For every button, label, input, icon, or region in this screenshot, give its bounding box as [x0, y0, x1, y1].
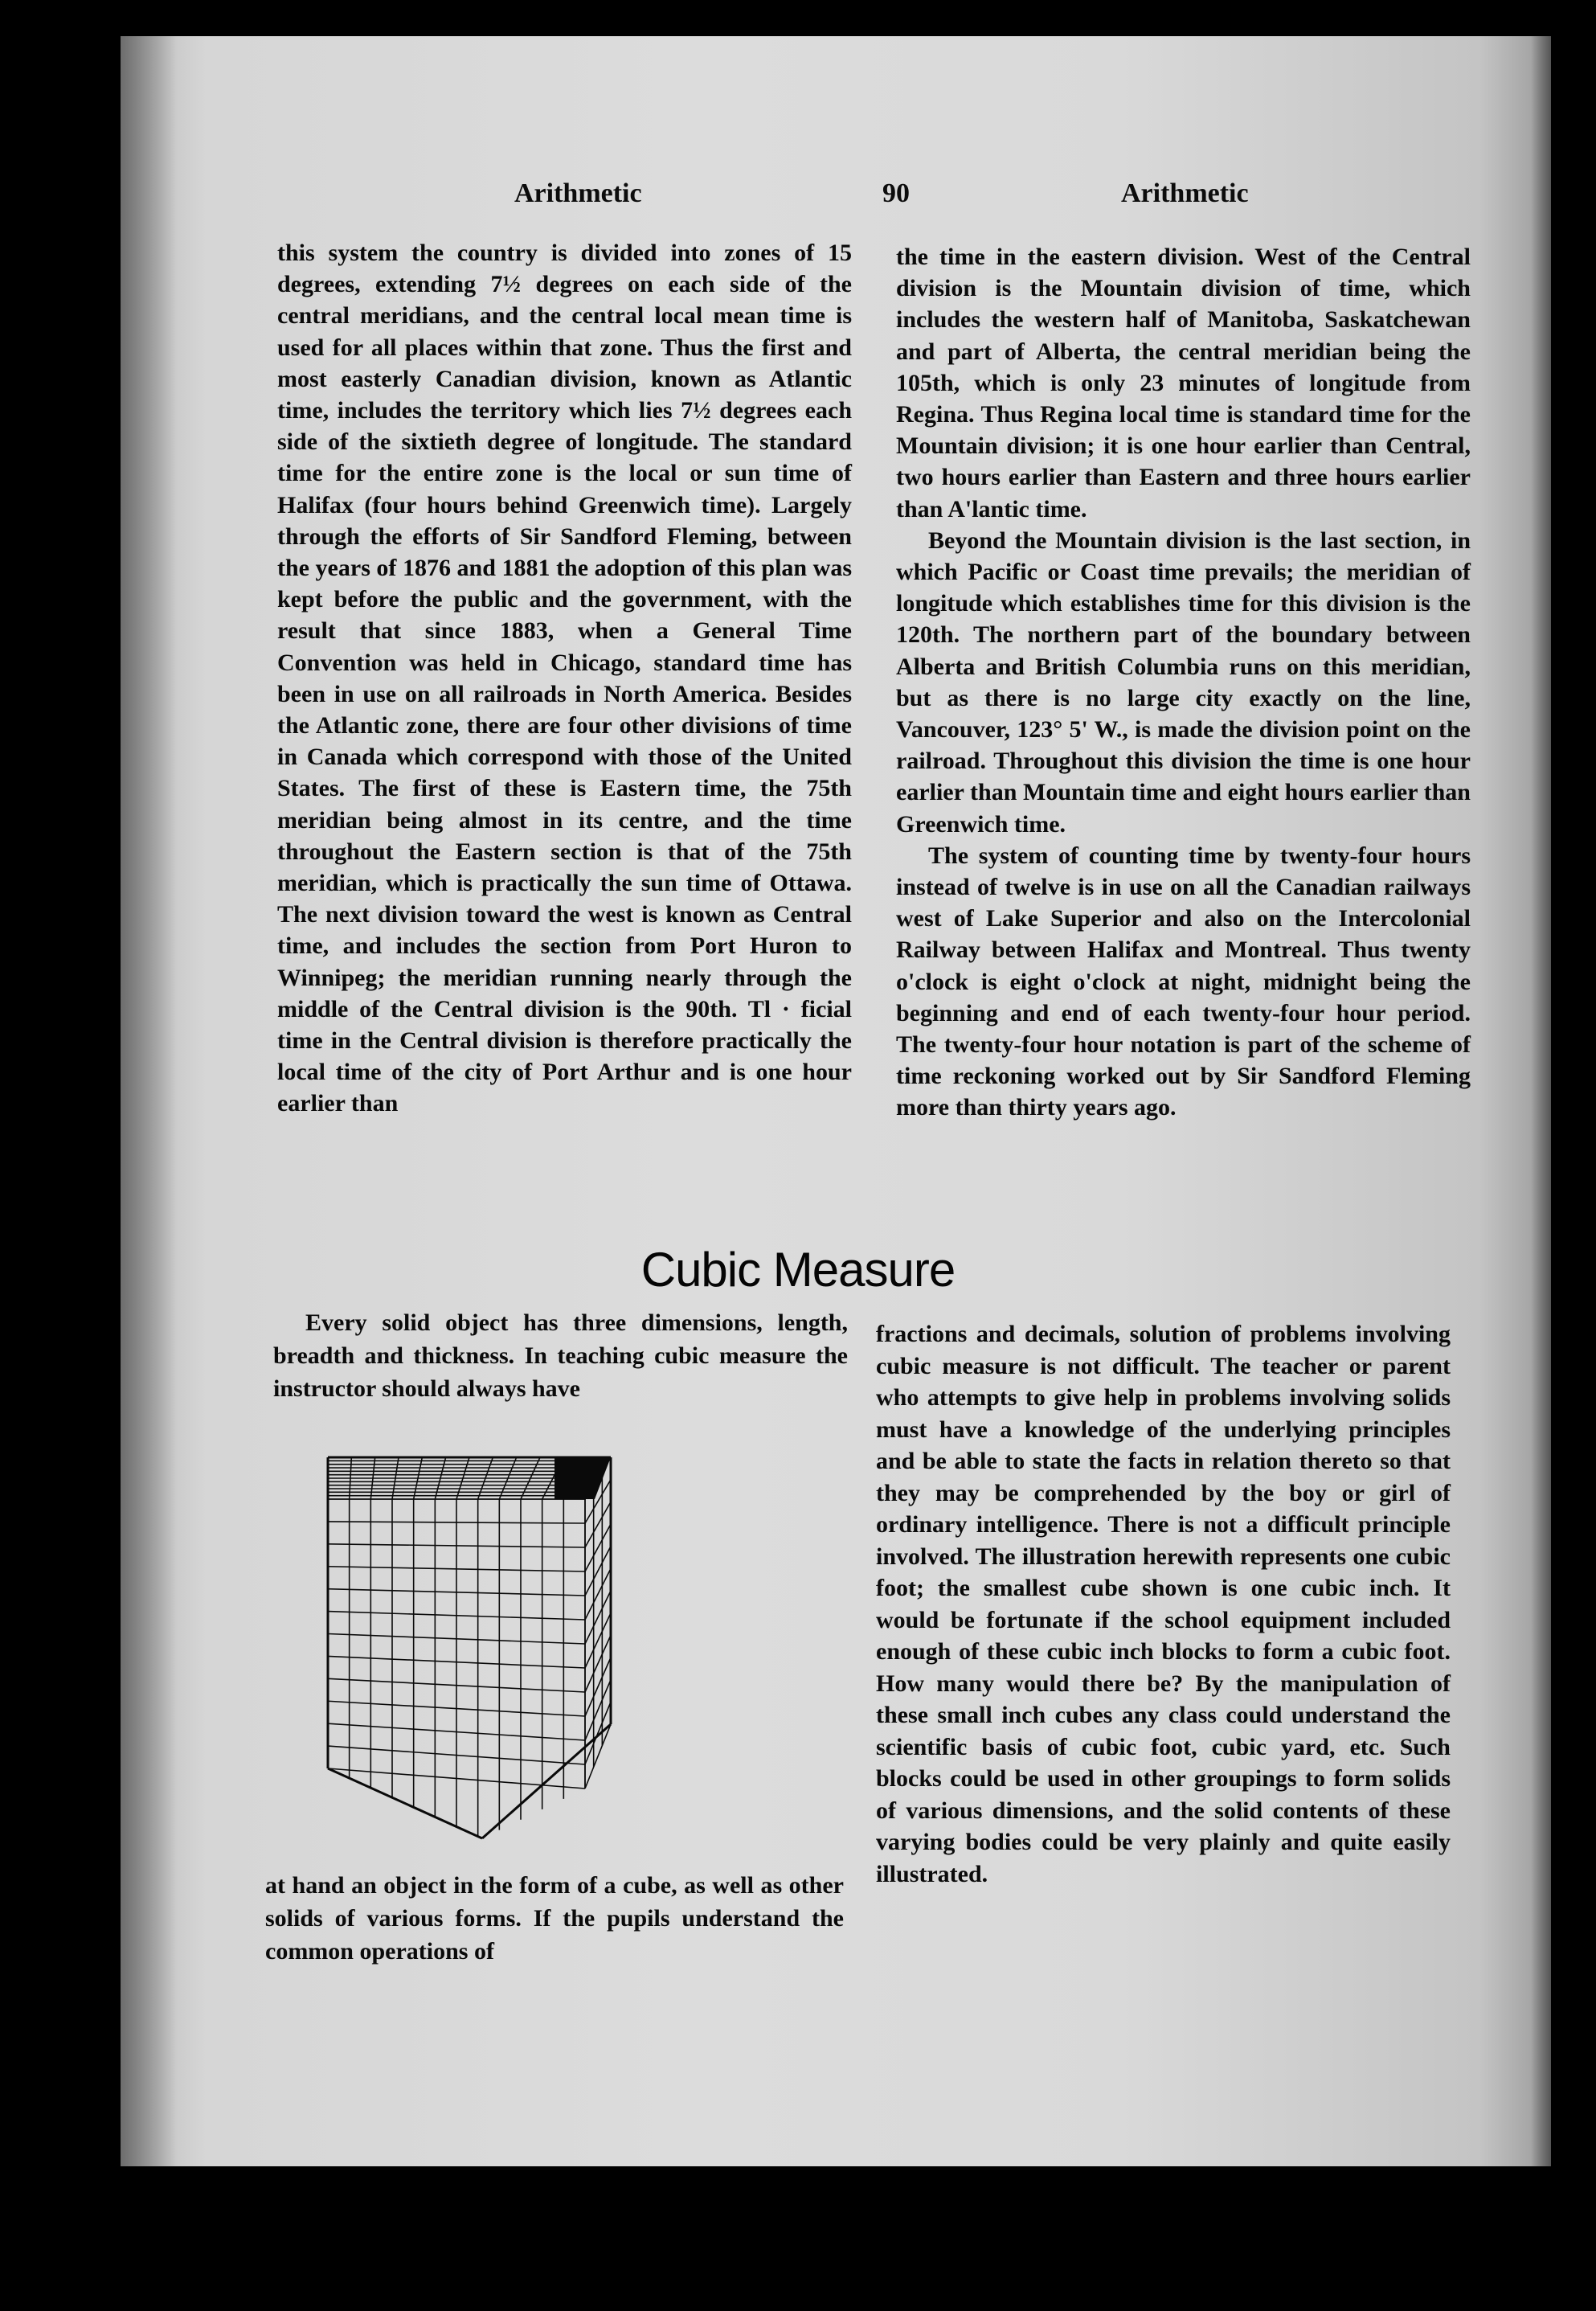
bottom-right-column [876, 1318, 1451, 1890]
side-face-line [585, 1524, 611, 1571]
side-face-line [585, 1502, 611, 1547]
cube-grid-drawing [321, 1451, 619, 1845]
bottom-left-paragraph-top: Every solid object has three dimensions, length, breadth and thickness. In teaching cubic measure the instructor should always have [273, 1309, 848, 1402]
top-right-paragraph-3: The system of counting time by twenty-four hours instead of twelve is in use on all the Canadian railways west of Lake Superior and also on the Intercolonial Railway between Halifax and Montreal. Thus twenty o'clock is eight o'clock at night, midnight being the beginning and end of each twenty-four hour period. The twenty-four hour notation is part of the scheme of time reckoning worked out by Sir Sandford Fleming more than thirty years ago. [896, 842, 1471, 1121]
page-gutter-shadow [121, 36, 177, 2166]
top-right-paragraph-1: the time in the eastern division. West of the Central division is the Mountain division of time, which includes the western half of Manitoba, Saskatchewan and part of Alberta, the central meridian being the 105th, which is only 23 minutes of longitude from Regina. Thus Regina local time is standard time for the Mountain division; it is one hour earlier than Central, two hours earlier than Eastern and three hours earlier than A'lantic time. [896, 244, 1471, 522]
side-face-line [585, 1547, 611, 1596]
page-number: 90 [882, 178, 910, 208]
side-face-line [585, 1635, 611, 1692]
side-face-line [585, 1591, 611, 1644]
bottom-left-column-top [273, 1306, 848, 1405]
top-left-paragraph: this system the country is divided into zones of 15 degrees, extending 7½ degrees on each side of the central meridians, and the central local mean time is used for all places within that zone. Thus the first and most easterly Canadian division, known as Atlantic time, includes the territory which lies 7½ degrees each side of the sixtieth degree of longitude. The standard time for the entire zone is the local or sun time of Halifax (four hours behind Greenwich time). Largely through the efforts of Sir Sandford Fleming, between the years of 1876 and 1881 the adoption of this plan was kept before the public and the government, with the result that since 1883, when a General Time Convention was held in Chicago, standard time has been in use on all railroads in North America. Besides the Atlantic zone, there are four other divisions of time in Canada which correspond with those of the United States. The first of these is Eastern time, the 75th meridian being almost in its centre, and the time throughout the Eastern section is that of the 75th meridian, which is practically the sun time of Ottawa. The next division toward the west is known as Central time, and includes the section from Port Huron to Winnipeg; the meridian running nearly through the middle of the Central division is the 90th. Tl · ficial time in the Central division is therefore practically the local time of the city of Port Arthur and is one hour earlier than [277, 240, 852, 1117]
side-face-line [585, 1613, 611, 1668]
bottom-left-column-bottom [265, 1869, 844, 1968]
page-right-edge [1531, 36, 1551, 2166]
top-right-column [896, 241, 1471, 1124]
top-left-column [277, 237, 852, 1120]
front-face-line [328, 1522, 585, 1523]
top-right-paragraph-2: Beyond the Mountain division is the last section, in which Pacific or Coast time prevails; the meridian of longitude which establishes time for this division is the 120th. The northern part of the boundary between Alberta and British Columbia runs on this meridian, but as there is no large city exactly on the line, Vancouver, 123° 5' W., is made the division point on the railroad. Throughout this division the time is one hour earlier than Mountain time and eight hours earlier than Greenwich time. [896, 527, 1471, 838]
bottom-right-paragraph: fractions and decimals, solution of problems involving cubic measure is not difficult. The teacher or parent who attempts to give help in problems involving solids must have a knowledge of the underlying principles and be able to state the facts in relation thereto so that they may be comprehended by the boy or girl of ordinary intelligence. There is not a difficult principle involved. The illustration herewith represents one cubic foot; the smallest cube shown is one cubic inch. It would be fortunate if the school equipment included enough of these cubic inch blocks to form a cubic foot. How many would there be? By the manipulation of these small inch cubes any class could understand the scientific basis of cubic foot, cubic yard, etc. Such blocks could be used in other groupings to form solids of various dimensions, and the solid contents of these varying bodies could be very plainly and quite easily illustrated. [876, 1321, 1451, 1887]
bottom-left-paragraph-bottom: at hand an object in the form of a cube, as well as other solids of various forms. If the pupils understand the common operations of [265, 1872, 844, 1965]
running-header-right: Arithmetic [1121, 178, 1249, 208]
cubic-foot-illustration [321, 1451, 619, 1845]
cube-outline [482, 1724, 611, 1838]
running-header-left: Arithmetic [514, 178, 642, 208]
section-title: Cubic Measure [640, 1243, 956, 1297]
side-face-line [585, 1657, 611, 1716]
side-face-line [585, 1568, 611, 1620]
